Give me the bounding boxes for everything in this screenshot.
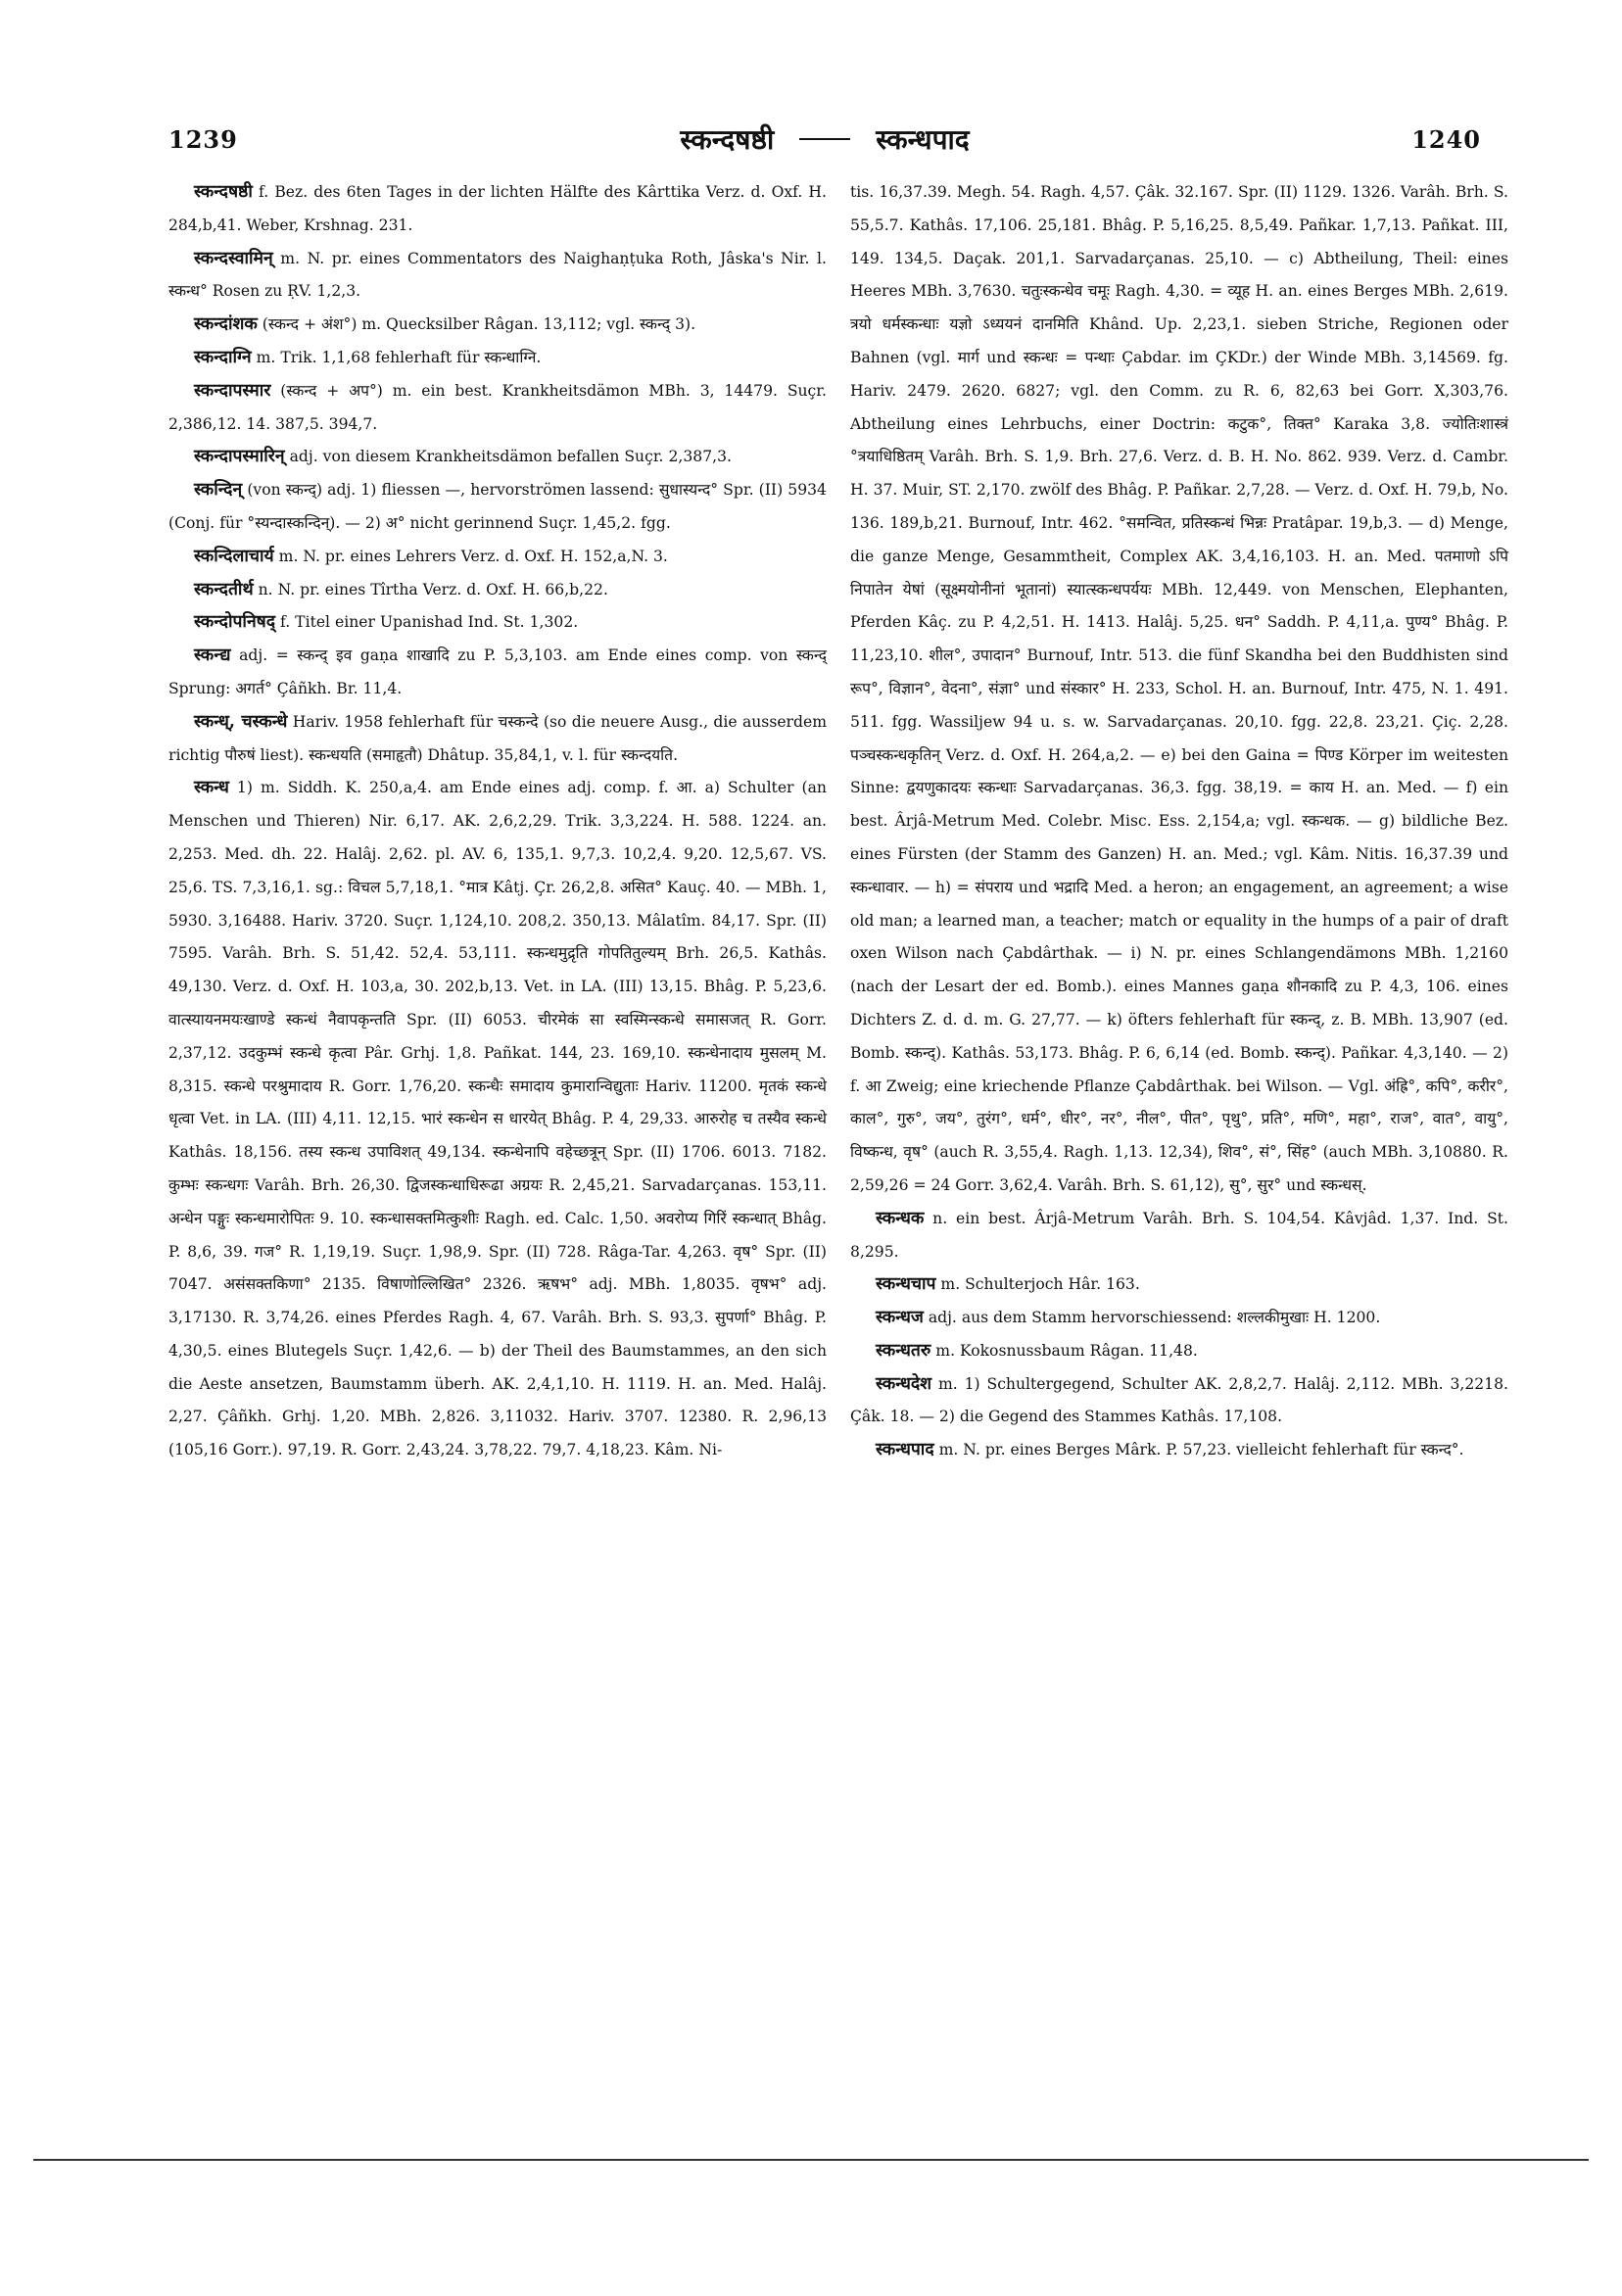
entry-headword: स्कन्द्य — [194, 646, 231, 666]
dictionary-entry — [168, 243, 827, 310]
entry-headword: स्कन्दस्वामिन् — [194, 248, 273, 268]
dictionary-entry — [168, 474, 827, 541]
entry-headword: स्कन्दापस्मारिन् — [194, 447, 285, 467]
entry-headword: स्कन्दिन् — [194, 480, 243, 501]
dictionary-entry — [168, 309, 827, 342]
entry-text: Hariv. 1958 fehlerhaft für चस्कन्दे (so die neuere Ausg., die ausserdem richtig पौरुषं liest). स्कन्धयति (समाहृतौ) Dhâtup. 35,84,1, v. l. für स्कन्दयति. — [168, 712, 827, 764]
entry-text: m. Schulterjoch Hâr. 163. — [940, 1275, 1140, 1294]
dictionary-entry — [168, 606, 827, 640]
entry-headword: स्कन्ध — [194, 778, 229, 798]
entry-text: f. Bez. des 6ten Tages in der lichten Hälfte des Kârttika Verz. d. Oxf. H. 284,b,41. Weber, Krshnag. 231. — [168, 183, 827, 234]
entry-headword: स्कन्धक — [876, 1208, 925, 1228]
entry-headword: स्कन्दाग्नि — [194, 347, 252, 367]
page-number-left: 1239 — [168, 124, 238, 154]
entry-headword: स्कन्दिलाचार्य — [194, 546, 274, 566]
entry-text: adj. = स्कन्द् इव gaṇa शाखादि zu P. 5,3,103. am Ende eines comp. von स्कन्द् Sprung: अगर्त° Çâñkh. Br. 11,4. — [168, 646, 827, 697]
dictionary-entry — [168, 342, 827, 375]
entry-text: n. N. pr. eines Tîrtha Verz. d. Oxf. H. 66,b,22. — [258, 580, 608, 598]
running-head — [680, 120, 969, 158]
entry-headword: स्कन्दांशक — [194, 314, 258, 335]
entry-headword: स्कन्दोपनिषद् — [194, 612, 276, 633]
dictionary-entry — [168, 772, 827, 1467]
entry-text: n. ein best. Ârjâ-Metrum Varâh. Brh. S. 104,54. Kâvjâd. 1,37. Ind. St. 8,295. — [850, 1209, 1508, 1261]
entry-text: m. Kokosnussbaum Râgan. 11,48. — [935, 1341, 1198, 1360]
dictionary-entry — [168, 706, 827, 773]
entry-headword: स्कन्दषष्ठी — [194, 182, 253, 202]
dictionary-entry — [168, 541, 827, 574]
footer-rule — [33, 2159, 1589, 2161]
entry-text: adj. aus dem Stamm hervorschiessend: शल्लकीमुखाः H. 1200. — [928, 1309, 1381, 1327]
entry-text: m. N. pr. eines Lehrers Verz. d. Oxf. H. 152,a,N. 3. — [278, 547, 668, 565]
page-number-right: 1240 — [1411, 124, 1481, 154]
entry-text: m. N. pr. eines Berges Mârk. P. 57,23. vielleicht fehlerhaft für स्कन्द°. — [938, 1441, 1464, 1459]
dictionary-entry — [850, 1335, 1508, 1368]
entry-text: m. Trik. 1,1,68 fehlerhaft für स्कन्धाग्नि. — [256, 348, 542, 366]
entry-text: (von स्कन्द्) adj. 1) fliessen —, hervorströmen lassend: सुधास्यन्द° Spr. (II) 5934 (Conj. für °स्यन्दास्कन्दिन्). — 2) अ° nicht gerinnend Suçr. 1,45,2. fgg. — [168, 481, 827, 532]
entry-headword: स्कन्धतरु — [876, 1340, 931, 1361]
entry-text: f. Titel einer Upanishad Ind. St. 1,302. — [280, 613, 579, 632]
dictionary-entry — [850, 1434, 1508, 1467]
entry-text: 1) m. Siddh. K. 250,a,4. am Ende eines adj. comp. f. आ. a) Schulter (an Menschen und Thieren) Nir. 6,17. AK. 2,6,2,29. Trik. 3,3,224. H. 588. 1224. an. 2,253. Med. dh. 22. Halâj. 2,62. pl. AV. 6, 135,1. 9,7,3. 10,2,4. 9,20. 12,5,67. VS. 25,6. TS. 7,3,16,1. sg.: विचल 5,7,18,1. °मात्र Kâtj. Çr. 26,2,8. असित° Kauç. 40. — MBh. 1, 5930. 3,16488. Hariv. 3720. Suçr. 1,124,10. 208,2. 350,13. Mâlatîm. 84,17. Spr. (II) 7595. Varâh. Brh. S. 51,42. 52,4. 53,111. स्कन्धमुद्रृति गोपतितुल्यम् Brh. 26,5. Kathâs. 49,130. Verz. d. Oxf. H. 103,a, 30. 202,b,13. Vet. in LA. (III) 13,15. Bhâg. P. 5,23,6. वात्स्यायनमयःखाण्डे स्कन्धं नैवापकृन्तति Spr. (II) 6053. चीरमेकं सा स्वस्मिन्स्कन्धे समासजत् R. Gorr. 2,37,12. उदकुम्भं स्कन्धे कृत्वा Pâr. Grhj. 1,8. Pañkat. 144, 23. 169,10. स्कन्धेनादाय मुसलम् M. 8,315. स्कन्धे परश्रुमादाय R. Gorr. 1,76,20. स्कन्धैः समादाय कुमारान्विद्युताः Hariv. 11200. मृतकं स्कन्धे धृत्वा Vet. in LA. (III) 4,11. 12,15. भारं स्कन्धेन स धारयेत् Bhâg. P. 4, 29,33. आरुरोह च तस्यैव स्कन्धे Kathâs. 18,156. तस्य स्कन्ध उपाविशत् 49,134. स्कन्धेनापि वहेच्छत्रून् Spr. (II) 1706. 6013. 7182. कुम्भः स्कन्धगः Varâh. Brh. 26,30. द्विजस्कन्धाधिरूढा अग्रयः R. 2,45,21. Sarvadarçanas. 153,11. अन्धेन पङ्गुः स्कन्धमारोपितः 9. 10. स्कन्धासक्तमित्कुशीः Ragh. ed. Calc. 1,50. अवरोप्य गिरिं स्कन्धात् Bhâg. P. 8,6, 39. गज° R. 1,19,19. Suçr. 1,98,9. Spr. (II) 728. Râga-Tar. 4,263. वृष° Spr. (II) 7047. असंसक्तकिणा° 2135. विषाणोल्लिखित° 2326. ऋषभ° adj. MBh. 1,8035. वृषभ° adj. 3,17130. R. 3,74,26. eines Pferdes Ragh. 4, 67. Varâh. Brh. S. 93,3. सुपर्णा° Bhâg. P. 4,30,5. eines Blutegels Suçr. 1,42,6. — b) der Theil des Baumstammes, an den sich die Aeste ansetzen, Baumstamm überh. AK. 2,4,1,10. H. 1119. H. an. Med. Halâj. 2,27. Çâñkh. Grhj. 1,20. MBh. 2,826. 3,11032. Hariv. 3707. 12380. R. 2,96,13 (105,16 Gorr.). 97,19. R. Gorr. 2,43,24. 3,78,22. 79,7. 4,18,23. Kâm. Ni- — [168, 779, 827, 1459]
entry-text: (स्कन्द + अंश°) m. Quecksilber Râgan. 13,112; vgl. स्कन्द् 3). — [262, 315, 696, 334]
dictionary-entry — [850, 1268, 1508, 1302]
dictionary-entry — [168, 574, 827, 607]
dictionary-entry — [850, 1302, 1508, 1335]
dictionary-entry — [168, 375, 827, 442]
right-column — [850, 176, 1508, 1467]
entry-text: tis. 16,37.39. Megh. 54. Ragh. 4,57. Çâk. 32.167. Spr. (II) 1129. 1326. Varâh. Brh. S. 55,5.7. Kathâs. 17,106. 25,181. Bhâg. P. 5,16,25. 8,5,49. Pañkar. 1,7,13. Pañkat. III, 149. 134,5. Daçak. 201,1. Sarvadarçanas. 25,10. — c) Abtheilung, Theil: eines Heeres MBh. 3,7630. चतुःस्कन्धेव चमूः Ragh. 4,30. = व्यूह H. an. eines Berges MBh. 2,619. त्रयो धर्मस्कन्धाः यज्ञो ऽध्ययनं दानमिति Khând. Up. 2,23,1. sieben Striche, Regionen oder Bahnen (vgl. मार्ग und स्कन्धः = पन्थाः Çabdar. im ÇKDr.) der Winde MBh. 3,14569. fg. Hariv. 2479. 2620. 6827; vgl. den Comm. zu R. 6, 82,63 bei Gorr. X,303,76. Abtheilung eines Lehrbuchs, einer Doctrin: कटुक°, तिक्त° Karaka 3,8. ज्योतिःशास्त्रं °त्रयाधिष्ठितम् Varâh. Brh. S. 1,9. Brh. 27,6. Verz. d. B. H. No. 862. 939. Verz. d. Cambr. H. 37. Muir, ST. 2,170. zwölf des Bhâg. P. Pañkar. 2,7,28. — Verz. d. Oxf. H. 79,b, No. 136. 189,b,21. Burnouf, Intr. 462. °समन्वित, प्रतिस्कन्धं भिन्नः Pratâpar. 19,b,3. — d) Menge, die ganze Menge, Gesammtheit, Complex AK. 3,4,16,103. H. an. Med. पतमाणो ऽपि निपातेन येषां (सूक्ष्मयोनीनां भूतानां) स्यात्स्कन्धपर्ययः MBh. 12,449. von Menschen, Elephanten, Pferden Kâç. zu P. 4,2,51. H. 1413. Halâj. 5,25. धन° Saddh. P. 4,11,a. पुण्य° Bhâg. P. 11,23,10. शील°, उपादान° Burnouf, Intr. 513. die fünf Skandha bei den Buddhisten sind रूप°, विज्ञान°, वेदना°, संज्ञा° und संस्कार° H. 233, Schol. H. an. Burnouf, Intr. 475, N. 1. 491. 511. fgg. Wassiljew 94 u. s. w. Sarvadarçanas. 20,10. fgg. 22,8. 23,21. Çiç. 2,28. पञ्चस्कन्धकृतिन् Verz. d. Oxf. H. 264,a,2. — e) bei den Gaina = पिण्ड Körper im weitesten Sinne: द्वयणुकादयः स्कन्धाः Sarvadarçanas. 36,3. fgg. 38,19. = काय H. an. Med. — f) ein best. Ârjâ-Metrum Med. Colebr. Misc. Ess. 2,154,a; vgl. स्कन्धक. — g) bildliche Bez. eines Fürsten (der Stamm des Ganzen) H. an. Med.; vgl. Kâm. Nitis. 16,37.39 und स्कन्धावार. — h) = संपराय und भद्रादि Med. a heron; an engagement, an agreement; a wise old man; a learned man, a teacher; match or equality in the humps of a pair of draft oxen Wilson nach Çabdârthak. — i) N. pr. eines Schlangendämons MBh. 1,2160 (nach der Lesart der ed. Bomb.). eines Mannes gaṇa शौनकादि zu P. 4,3, 106. eines Dichters Z. d. d. m. G. 27,77. — k) öfters fehlerhaft für स्कन्द्, z. B. MBh. 13,907 (ed. Bomb. स्कन्द्). Kathâs. 53,173. Bhâg. P. 6, 6,14 (ed. Bomb. स्कन्द्). Pañkar. 4,3,140. — 2) f. आ Zweig; eine kriechende Pflanze Çabdârthak. bei Wilson. — Vgl. अंह्रि°, कपि°, करीर°, काल°, गुरु°, जय°, तुरंग°, धर्म°, धीर°, नर°, नील°, पीत°, पृथु°, प्रति°, मणि°, महा°, राज°, वात°, वायु°, विष्कन्ध, वृष° (auch R. 3,55,4. Ragh. 1,13. 12,34), शिव°, सं°, सिंह° (auch MBh. 3,10880. R. 2,59,26 = 24 Gorr. 3,62,4. Varâh. Brh. S. 61,12), सु°, सुर° und स्कन्धस्. — [850, 183, 1508, 1194]
entry-text: (स्कन्द + अप°) m. ein best. Krankheitsdämon MBh. 3, 14479. Suçr. 2,386,12. 14. 387,5. 394,7. — [168, 381, 827, 433]
page-header — [168, 116, 1481, 163]
dictionary-entry — [168, 441, 827, 474]
entry-text: adj. von diesem Krankheitsdämon befallen Suçr. 2,387,3. — [289, 448, 732, 466]
entry-headword: स्कन्धचाप — [876, 1274, 936, 1295]
entry-headword: स्कन्धपाद — [876, 1440, 934, 1460]
entry-headword: स्कन्धज — [876, 1308, 924, 1328]
entry-headword: स्कन्दापस्मार — [194, 380, 271, 401]
dictionary-entry — [168, 640, 827, 706]
dictionary-entry — [850, 1203, 1508, 1269]
entry-text: m. 1) Schultergegend, Schulter AK. 2,8,2,7. Halâj. 2,112. MBh. 3,2218. Çâk. 18. — 2) die Gegend des Stammes Kathâs. 17,108. — [850, 1374, 1508, 1426]
entry-headword: स्कन्दतीर्थ — [194, 579, 254, 599]
left-column — [168, 176, 827, 1467]
entry-text: m. N. pr. eines Commentators des Naighaṇṭuka Roth, Jâska's Nir. l. स्कन्ध° Rosen zu ṚV. 1,2,3. — [168, 249, 827, 301]
dictionary-entry — [168, 176, 827, 243]
entry-headword: स्कन्धदेश — [876, 1373, 932, 1394]
running-head-last: स्कन्धपाद — [876, 123, 970, 156]
running-head-first: स्कन्दषष्ठी — [680, 123, 775, 156]
dictionary-entry-continued — [850, 176, 1508, 1203]
entry-headword: स्कन्ध्, चस्कन्धे — [194, 711, 288, 732]
running-head-dash — [799, 138, 850, 140]
dictionary-entry — [850, 1368, 1508, 1435]
